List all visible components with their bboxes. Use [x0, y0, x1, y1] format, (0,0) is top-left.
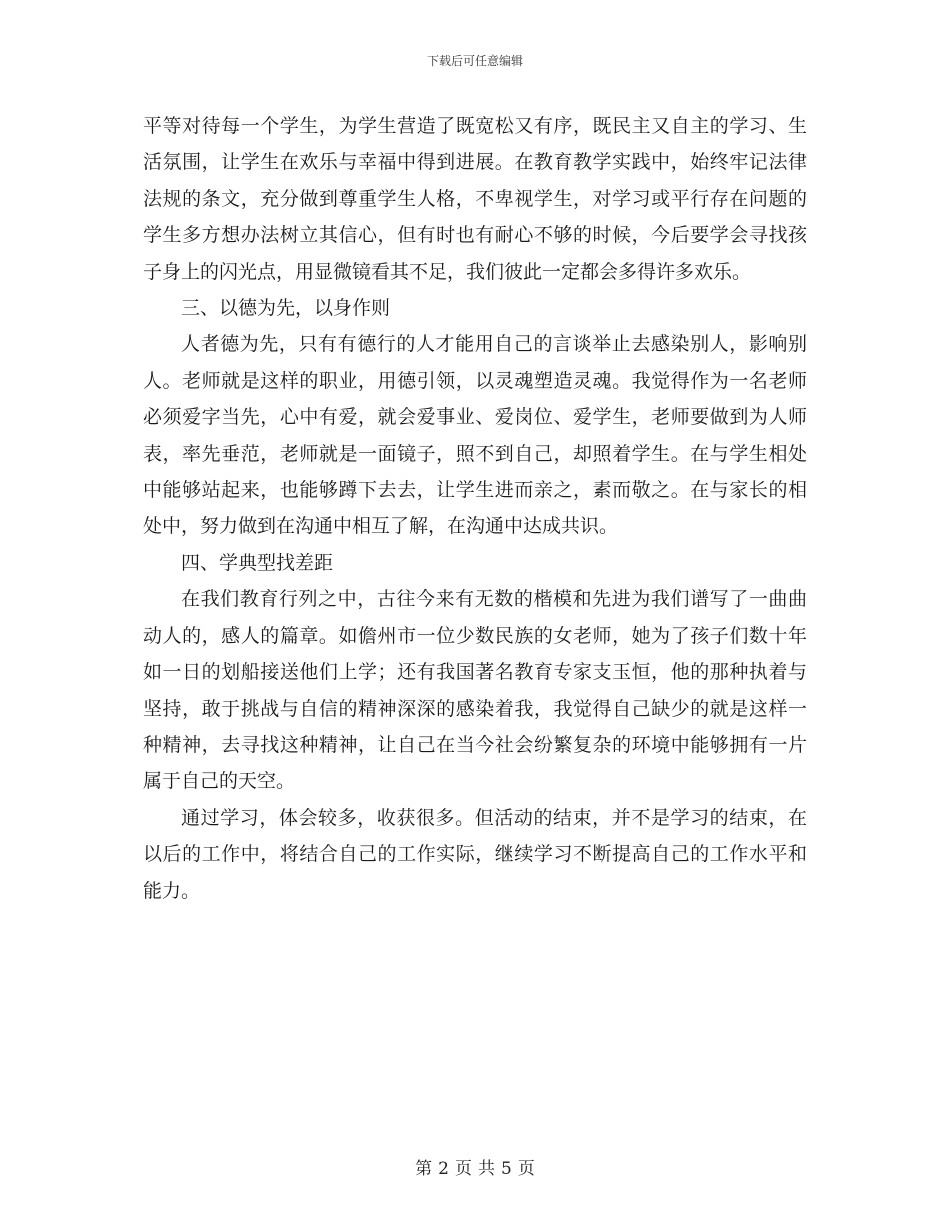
- section-heading: 四、学典型找差距: [181, 551, 334, 574]
- total-label: 共: [478, 1159, 495, 1179]
- paragraph: 在我们教育行列之中，古往今来有无数的楷模和先进为我们谱写了一曲曲动人的，感人的篇章。如儋州市一位少数民族的女老师，她为了孩子们数十年如一日的划船接送他们上学；还有我国著名教育专家支玉恒，他的那种执着与坚持，敢于挑战与自信的精神深深的感染着我，我觉得自己缺少的就是这样一种精神，去寻找这种精神，让自己在当今社会纷繁复杂的环境中能够拥有一片属于自己的天空。: [143, 588, 807, 793]
- page-suffix: 页: [517, 1159, 535, 1179]
- paragraph: 平等对待每一个学生，为学生营造了既宽松又有序，既民主又自主的学习、生活氛围，让学生在欢乐与幸福中得到进展。在教育教学实践中，始终牢记法律法规的条文，充分做到尊重学生人格，不卑视学生，对学习或平行存在问题的学生多方想办法树立其信心，但有时也有耐心不够的时候，今后要学会寻找孩子身上的闪光点，用显微镜看其不足，我们彼此一定都会多得许多欢乐。: [143, 115, 807, 283]
- current-page-number: 2: [438, 1159, 449, 1179]
- section-heading: 三、以德为先，以身作则: [181, 297, 391, 320]
- paragraph: 通过学习，体会较多，收获很多。但活动的结束，并不是学习的结束，在以后的工作中，将结合自己的工作实际，继续学习不断提高自己的工作水平和能力。: [143, 806, 807, 902]
- page-footer: [0, 1154, 950, 1179]
- page-prefix: 第: [415, 1159, 433, 1179]
- document-body: [143, 108, 807, 909]
- page-unit: 页: [455, 1159, 472, 1179]
- paragraph: 人者德为先，只有有德行的人才能用自己的言谈举止去感染别人，影响别人。老师就是这样的职业，用德引领，以灵魂塑造灵魂。我觉得作为一名老师必须爱字当先，心中有爱，就会爱事业、爱岗位、爱学生，老师要做到为人师表，率先垂范，老师就是一面镜子，照不到自己，却照着学生。在与学生相处中能够站起来，也能够蹲下去去，让学生进而亲之，素而敬之。在与家长的相处中，努力做到在沟通中相互了解，在沟通中达成共识。: [143, 333, 807, 538]
- page-header: 下载后可任意编辑: [426, 54, 523, 68]
- total-pages-number: 5: [501, 1159, 512, 1179]
